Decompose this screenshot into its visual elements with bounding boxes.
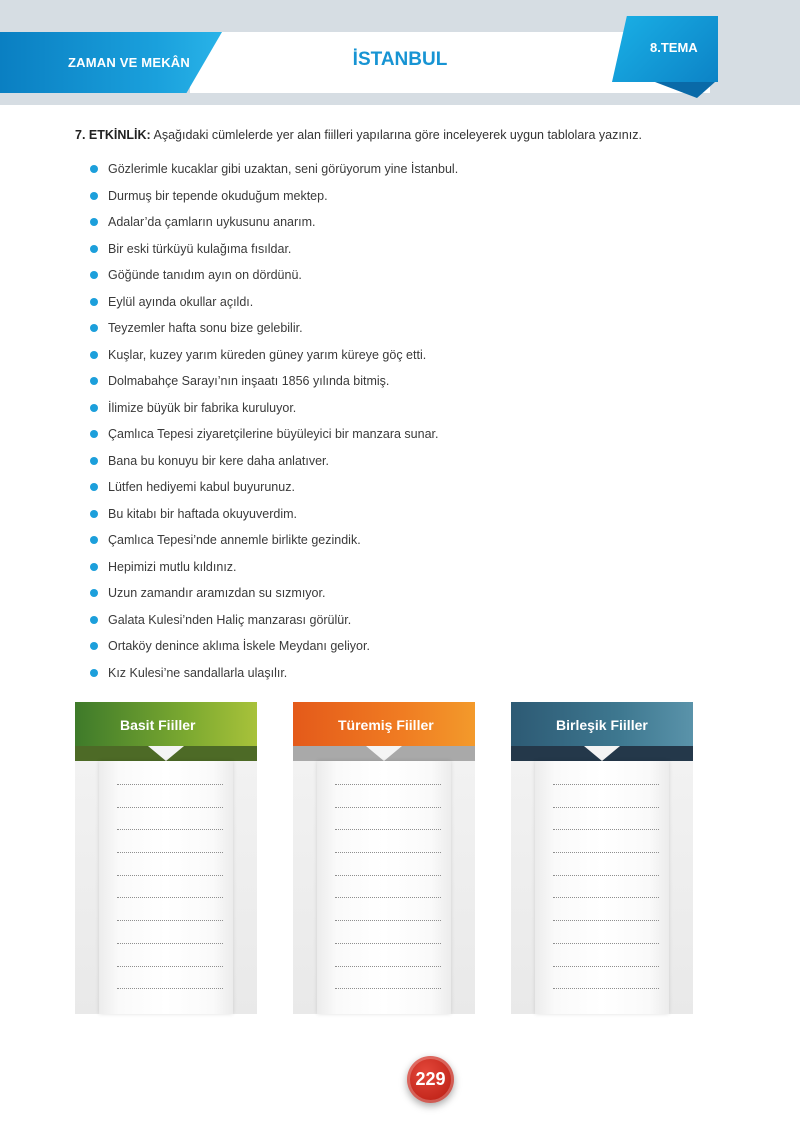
answer-line[interactable]	[553, 784, 659, 807]
bullet-icon	[90, 351, 98, 359]
answer-line[interactable]	[117, 943, 223, 966]
answer-line[interactable]	[335, 920, 441, 943]
list-item	[90, 293, 458, 320]
list-item	[90, 664, 458, 691]
page-number: 229	[407, 1056, 454, 1103]
page-title: İSTANBUL	[352, 49, 448, 70]
sentence-text: Hepimizi mutlu kıldınız.	[108, 559, 237, 574]
sentence-text: Teyzemler hafta sonu bize gelebilir.	[108, 321, 303, 335]
activity-instruction	[75, 128, 642, 142]
list-item	[90, 187, 458, 214]
list-item	[90, 240, 458, 267]
answer-line[interactable]	[117, 897, 223, 920]
sentence-text: Kuşlar, kuzey yarım küreden güney yarım küreye göç etti.	[108, 347, 427, 362]
answer-line[interactable]	[553, 875, 659, 898]
answer-line[interactable]	[335, 988, 441, 1011]
list-item	[90, 346, 458, 373]
sentence-text: Kız Kulesi’ne sandallarla ulaşılır.	[108, 665, 288, 680]
sentence-text: Durmuş bir tepende okuduğum mektep.	[108, 188, 328, 203]
sentence-text: Çamlıca Tepesi ziyaretçilerine büyüleyici bir manzara sunar.	[108, 427, 439, 441]
list-item	[90, 266, 458, 293]
answer-line[interactable]	[117, 988, 223, 1011]
answer-line[interactable]	[553, 897, 659, 920]
list-item	[90, 637, 458, 664]
page-header	[0, 0, 800, 105]
answer-line[interactable]	[335, 784, 441, 807]
answer-lines[interactable]	[553, 784, 659, 1011]
table-birlesik-fiiller	[511, 702, 693, 1014]
list-item	[90, 160, 458, 187]
sentence-list	[90, 160, 458, 690]
bullet-icon	[90, 642, 98, 650]
activity-instruction-text: Aşağıdaki cümlelerde yer alan fiilleri yapılarına göre inceleyerek uygun tablolara yazınız.	[150, 128, 642, 142]
list-item	[90, 213, 458, 240]
bullet-icon	[90, 510, 98, 518]
list-item	[90, 611, 458, 638]
list-item	[90, 531, 458, 558]
sentence-text: Adalar’da çamların uykusunu anarım.	[108, 215, 316, 229]
sentence-text: Göğünde tanıdım ayın on dördünü.	[108, 268, 302, 282]
section-name: ZAMAN VE MEKÂN	[68, 55, 190, 70]
list-item	[90, 425, 458, 452]
bullet-icon	[90, 589, 98, 597]
sentence-text: İlimize büyük bir fabrika kuruluyor.	[108, 400, 297, 415]
bullet-icon	[90, 192, 98, 200]
sentence-text: Bir eski türküyü kulağıma fısıldar.	[108, 241, 292, 256]
bullet-icon	[90, 669, 98, 677]
answer-line[interactable]	[117, 875, 223, 898]
bullet-icon	[90, 483, 98, 491]
answer-line[interactable]	[553, 829, 659, 852]
list-item	[90, 558, 458, 585]
answer-line[interactable]	[117, 807, 223, 830]
bullet-icon	[90, 298, 98, 306]
sentence-text: Dolmabahçe Sarayı’nın inşaatı 1856 yılında bitmiş.	[108, 374, 390, 388]
answer-line[interactable]	[335, 829, 441, 852]
list-item	[90, 319, 458, 346]
theme-label: 8.TEMA	[650, 40, 698, 55]
bullet-icon	[90, 245, 98, 253]
bullet-icon	[90, 324, 98, 332]
list-item	[90, 399, 458, 426]
answer-lines[interactable]	[117, 784, 223, 1011]
answer-line[interactable]	[553, 988, 659, 1011]
answer-lines[interactable]	[335, 784, 441, 1011]
answer-line[interactable]	[335, 852, 441, 875]
list-item	[90, 478, 458, 505]
answer-line[interactable]	[553, 807, 659, 830]
list-item	[90, 584, 458, 611]
sentence-text: Bu kitabı bir haftada okuyuverdim.	[108, 506, 297, 521]
answer-line[interactable]	[335, 966, 441, 989]
sentence-text: Gözlerimle kucaklar gibi uzaktan, seni görüyorum yine İstanbul.	[108, 162, 459, 176]
bullet-icon	[90, 165, 98, 173]
answer-line[interactable]	[553, 920, 659, 943]
bullet-icon	[90, 404, 98, 412]
table-title: Basit Fiiller	[75, 702, 257, 746]
list-item	[90, 505, 458, 532]
answer-line[interactable]	[335, 943, 441, 966]
answer-line[interactable]	[553, 852, 659, 875]
answer-line[interactable]	[335, 897, 441, 920]
answer-line[interactable]	[335, 875, 441, 898]
list-item	[90, 452, 458, 479]
sentence-text: Bana bu konuyu bir kere daha anlatıver.	[108, 453, 329, 468]
answer-line[interactable]	[553, 943, 659, 966]
sentence-text: Galata Kulesi’nden Haliç manzarası görülür.	[108, 612, 352, 627]
list-item	[90, 372, 458, 399]
answer-line[interactable]	[117, 784, 223, 807]
sentence-text: Eylül ayında okullar açıldı.	[108, 294, 254, 309]
answer-line[interactable]	[117, 920, 223, 943]
answer-line[interactable]	[335, 807, 441, 830]
bullet-icon	[90, 271, 98, 279]
answer-line[interactable]	[117, 829, 223, 852]
bullet-icon	[90, 563, 98, 571]
sentence-text: Çamlıca Tepesi’nde annemle birlikte gezindik.	[108, 533, 361, 547]
bullet-icon	[90, 457, 98, 465]
table-title: Birleşik Fiiller	[511, 702, 693, 746]
answer-line[interactable]	[117, 966, 223, 989]
table-turemis-fiiller	[293, 702, 475, 1014]
sentence-text: Ortaköy denince aklıma İskele Meydanı geliyor.	[108, 639, 370, 653]
table-title: Türemiş Fiiller	[293, 702, 475, 746]
bullet-icon	[90, 377, 98, 385]
bullet-icon	[90, 616, 98, 624]
sentence-text: Lütfen hediyemi kabul buyurunuz.	[108, 480, 295, 494]
answer-line[interactable]	[117, 852, 223, 875]
answer-line[interactable]	[553, 966, 659, 989]
bullet-icon	[90, 218, 98, 226]
bullet-icon	[90, 430, 98, 438]
bullet-icon	[90, 536, 98, 544]
sentence-text: Uzun zamandır aramızdan su sızmıyor.	[108, 586, 326, 600]
table-basit-fiiller	[75, 702, 257, 1014]
activity-label: 7. ETKİNLİK:	[75, 128, 151, 142]
